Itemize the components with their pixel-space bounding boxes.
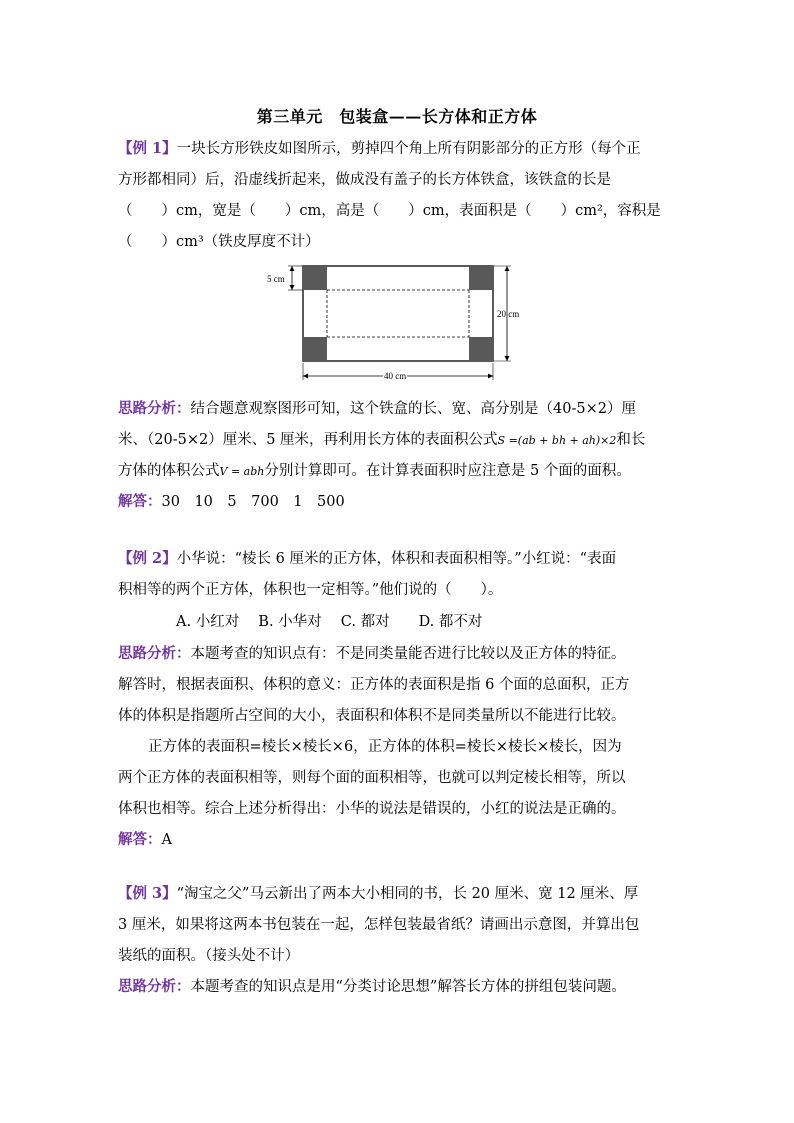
corner-square-bl — [303, 337, 327, 361]
ex1-analysis-2: 米、（20-5×2）厘米、5 厘米，再利用长方体的表面积公式S =(ab + bh + ah)×2和长 — [118, 432, 646, 448]
ex1-text-4: （ ）cm³（铁皮厚度不计） — [118, 234, 320, 250]
ex1-analysis-3: 方体的体积公式V = abh分别计算即可。在计算表面积时应注意是 5 个面的面积。 — [118, 463, 631, 479]
ex1-answer: 解答：30 10 5 700 1 500 — [118, 493, 345, 510]
height-label: 20 cm — [497, 309, 520, 319]
ex2-label: 【例 2】 — [118, 550, 177, 567]
ex1-text-3: （ ）cm，宽是（ ）cm，高是（ ）cm，表面积是（ ）cm²，容积是 — [118, 203, 661, 219]
surface-area-formula: S =(ab + bh + ah)×2 — [497, 434, 617, 447]
corner-square-tl — [303, 266, 327, 290]
ex2-analysis-6: 体积也相等。综合上述分析得出：小华的说法是错误的，小红的说法是正确的。 — [118, 801, 626, 817]
ex1-line1 — [118, 138, 641, 160]
ex1-text-2: 方形都相同）后，沿虚线折起来，做成没有盖子的长方体铁盒，该铁盒的长是 — [118, 172, 611, 188]
corner-square-tr — [469, 266, 493, 290]
ex3-line1: 【例 3】“淘宝之父”马云新出了两本大小相同的书，长 20 厘米、宽 12 厘米、厚 — [118, 885, 639, 902]
ex3-label: 【例 3】 — [118, 885, 177, 902]
ex1-text-1: 一块长方形铁皮如图所示，剪掉四个角上所有阴影部分的正方形（每个正 — [176, 141, 641, 157]
fold-lines — [327, 290, 469, 337]
sheet-figure — [262, 258, 542, 386]
ex1-label: 【例 1】 — [118, 140, 177, 157]
corner-square-br — [469, 337, 493, 361]
volume-formula: V = abh — [219, 465, 265, 478]
width-label: 40 cm — [384, 371, 407, 381]
ex3-text-3: 装纸的面积。（接头处不计） — [118, 948, 300, 964]
page-title: 第三单元 包装盒——长方体和正方体 — [256, 107, 538, 126]
ex2-analysis-4: 正方体的表面积=棱长×棱长×6，正方体的体积=棱长×棱长×棱长，因为 — [148, 739, 622, 755]
corner-size-label: 5 cm — [267, 274, 285, 284]
ex2-analysis-2: 解答时，根据表面积、体积的意义：正方体的表面积是指 6 个面的总面积，正方 — [118, 677, 630, 693]
ex1-analysis-1: 思路分析：结合题意观察图形可知，这个铁盒的长、宽、高分别是（40-5×2）厘 — [118, 400, 636, 417]
sheet-outline — [303, 266, 493, 361]
ex2-line1: 【例 2】小华说：“棱长 6 厘米的正方体，体积和表面积相等。”小红说：“表面 — [118, 550, 617, 567]
ex2-answer: 解答：A — [118, 831, 172, 848]
ex3-text-2: 3 厘米，如果将这两本书包装在一起，怎样包装最省纸？请画出示意图，并算出包 — [118, 917, 640, 933]
ex2-analysis-1: 思路分析：本题考查的知识点有：不是同类量能否进行比较以及正方体的特征。 — [118, 645, 626, 662]
ex2-options: A. 小红对 B. 小华对 C. 都对 D. 都不对 — [176, 614, 483, 630]
ex2-text-2: 积相等的两个正方体，体积也一定相等。”他们说的（ ）。 — [118, 582, 503, 598]
ex3-analysis-1: 思路分析：本题考查的知识点是用“分类讨论思想”解答长方体的拼组包装问题。 — [118, 978, 626, 995]
ex2-analysis-3: 体的体积是指题所占空间的大小，表面积和体积不是同类量所以不能进行比较。 — [118, 708, 626, 724]
ex2-analysis-5: 两个正方体的表面积相等，则每个面的面积相等，也就可以判定棱长相等，所以 — [118, 770, 626, 786]
